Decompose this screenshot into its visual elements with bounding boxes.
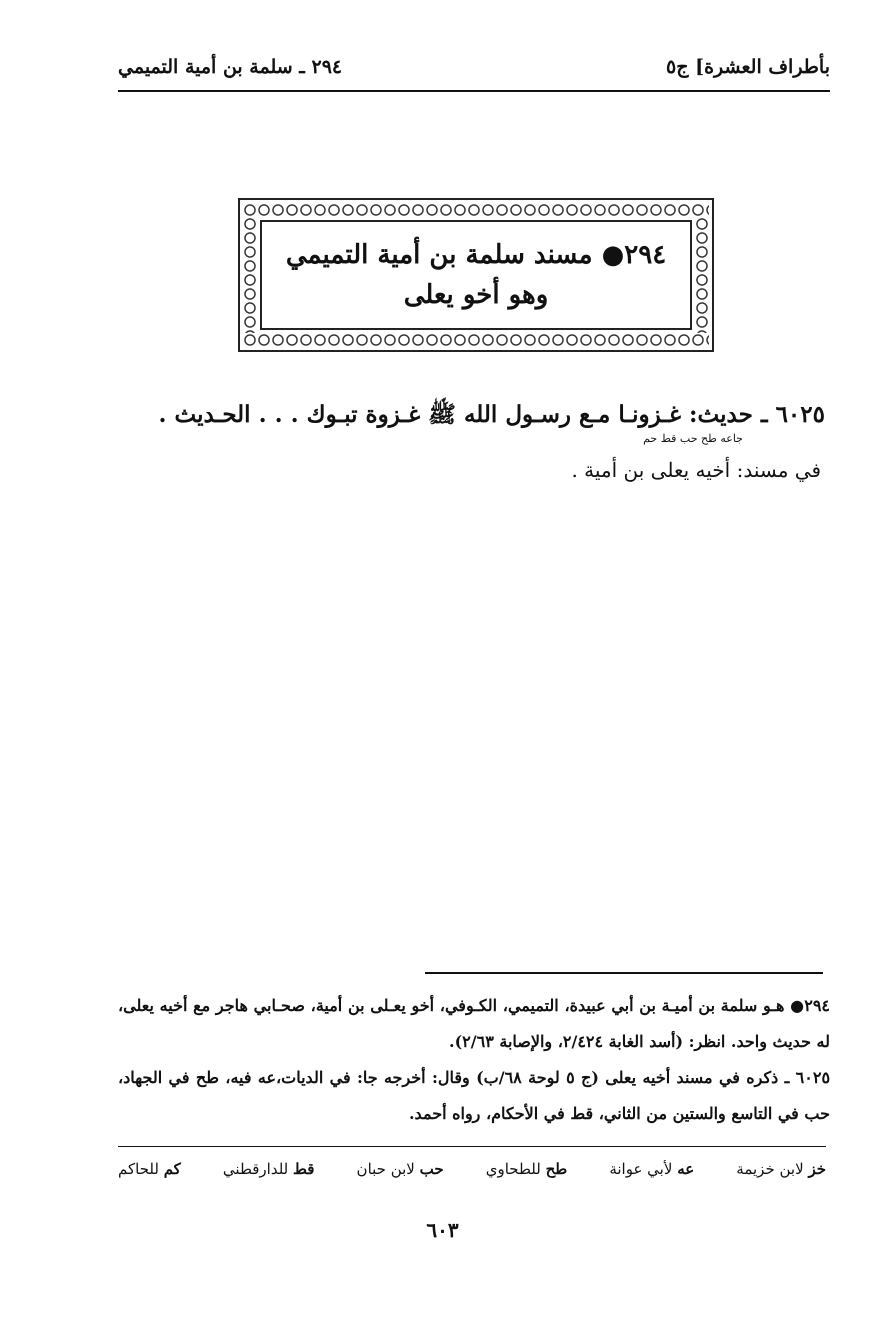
abbreviation-item: خز لابن خزيمة [736,1160,826,1178]
title-text-area [260,220,692,330]
abbreviation-item: حب لابن حبان [356,1160,444,1178]
ornamental-title-box [238,198,714,352]
abbreviation-item: قط للدارقطني [222,1160,315,1178]
abbreviation-item: طح للطحاوي [485,1160,568,1178]
header-book-title: بأطراف العشرة] ج٥ [666,56,830,78]
footnote: ٢٩٤● هـو سلمة بن أميـة بن أبي عبيدة، التميمي، الكـوفي، أخو يعـلى بن أمية، صحـابي هاجر مع أخيه يعلى، له حديث واحد. انظر: (أسد الغابة ٢/٤٢٤، والإصابة ٢/٦٣). [118,996,830,1051]
page-number: ٦٠٣ [426,1218,459,1242]
header-section-title: ٢٩٤ ـ سلمة بن أمية التميمي [118,56,343,78]
hadith-entry: ٦٠٢٥ ـ حديث: غـزونـا مـع رسـول الله ﷺ غـزوة تبـوك . . . الحـديث . [158,401,825,428]
ornament-border-left [243,217,257,333]
ornament-border-top [243,203,709,217]
section-subtitle: وهو أخو يعلى [403,280,549,310]
footnote: ٦٠٢٥ ـ ذكره في مسند أخيه يعلى (ج ٥ لوحة ٦٨/ب) وقال: أخرجه جا: في الديات،عه فيه، طح في الجهاد، حب في التاسع والستين من الثاني، قط في الأحكام، رواه أحمد. [118,1068,831,1123]
ornament-border-bottom [243,333,709,347]
bottom-separator [118,1146,826,1147]
section-title: ٢٩٤● مسند سلمة بن أمية التميمي [285,240,667,270]
footnote-separator [425,972,823,974]
abbreviations-legend [118,1160,826,1178]
ornament-border-right [695,217,709,333]
running-header [118,56,830,92]
abbreviation-item: كم للحاكم [118,1160,181,1178]
hadith-sources: جاعه طح حب قط حم [643,432,743,445]
hadith-musnad: في مسند: أخيه يعلى بن أمية . [571,458,821,482]
abbreviation-item: عه لأبي عوانة [609,1160,695,1178]
footnotes [118,988,830,1132]
